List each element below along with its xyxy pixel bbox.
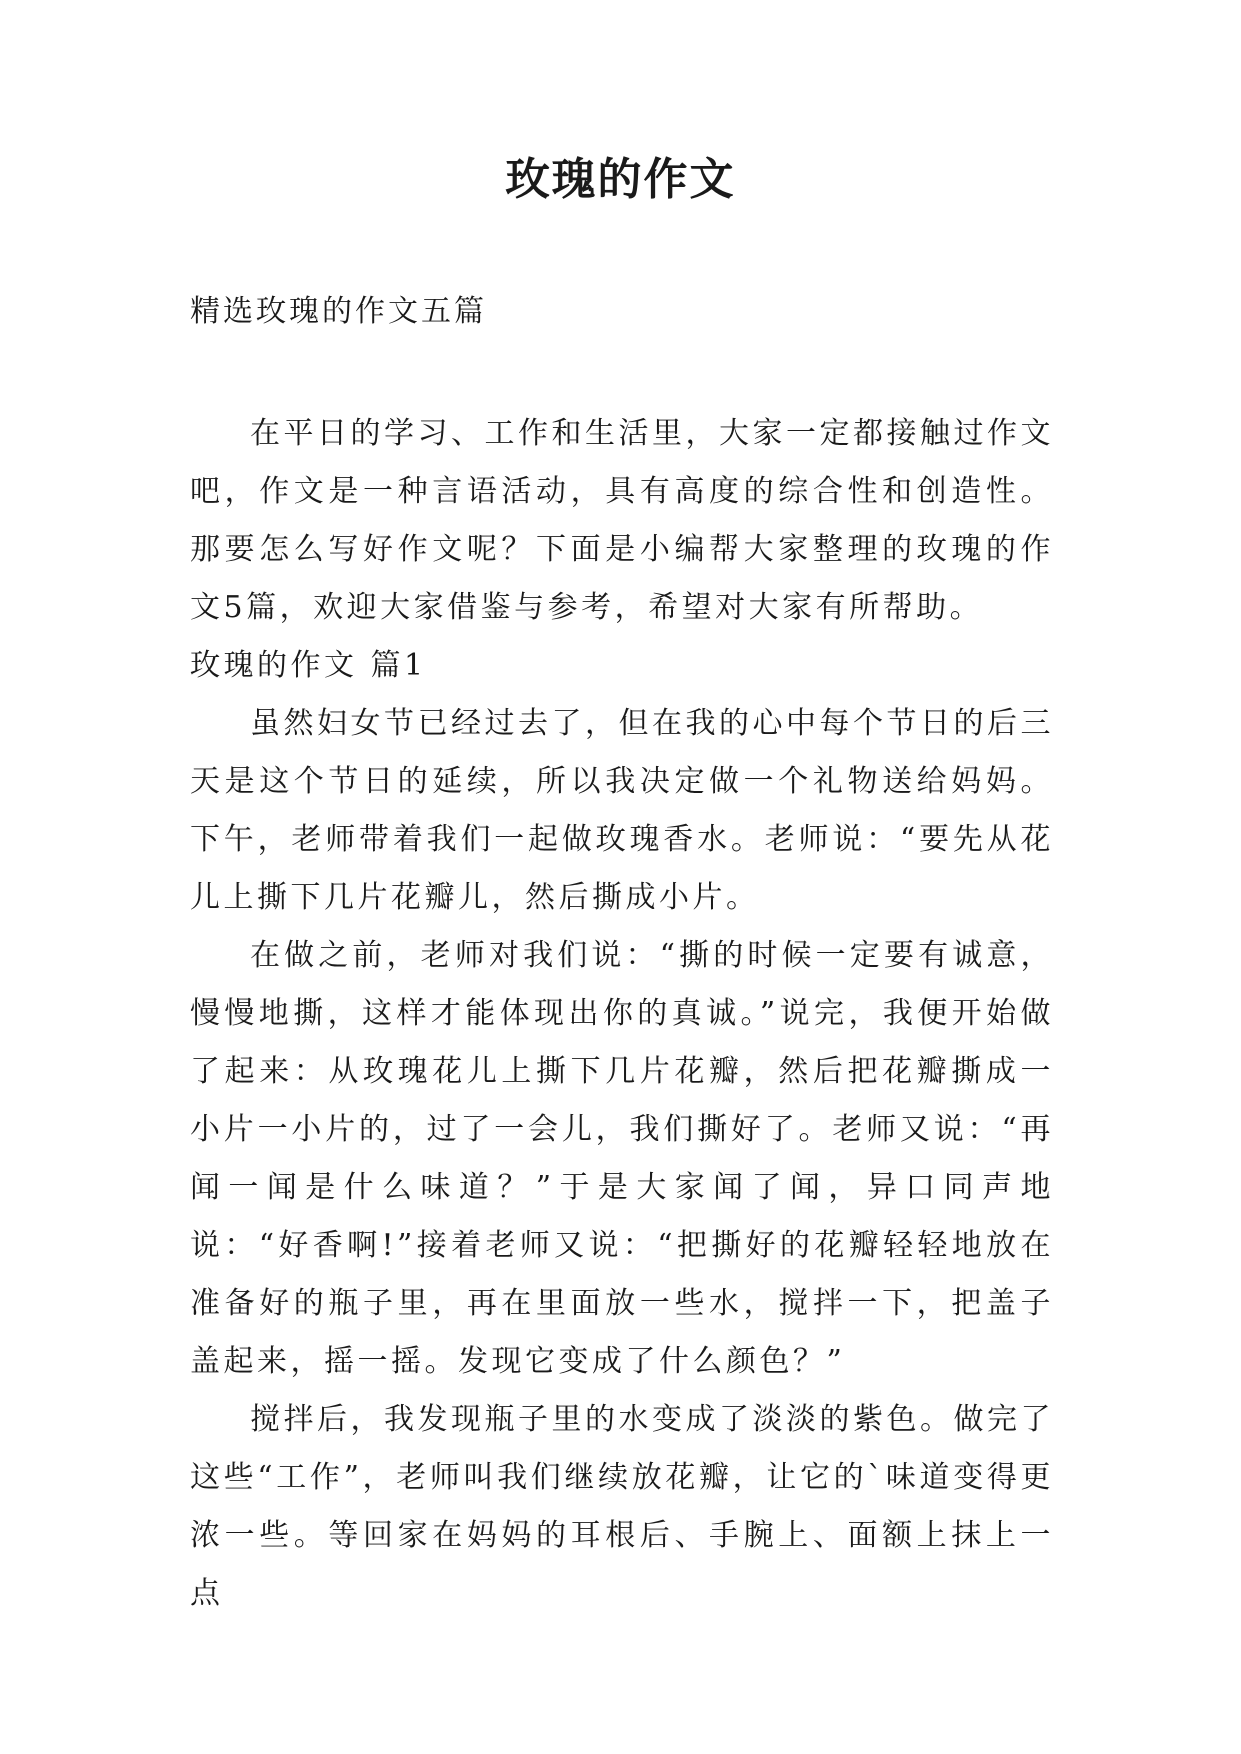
body-paragraph: 在做之前，老师对我们说：“撕的时候一定要有诚意，慢慢地撕，这样才能体现出你的真诚。”说完，我便开始做了起来：从玫瑰花儿上撕下几片花瓣，然后把花瓣撕成一小片一小片的，过了一会儿，我们撕好了。老师又说：“再闻一闻是什么味道？”于是大家闻了闻，异口同声地说：“好香啊!”接着老师又说：“把撕好的花瓣轻轻地放在准备好的瓶子里，再在里面放一些水，搅拌一下，把盖子盖起来，摇一摇。发现它变成了什么颜色？”: [190, 938, 1054, 1379]
body-paragraph: 搅拌后，我发现瓶子里的水变成了淡淡的紫色。做完了这些“工作”，老师叫我们继续放花瓣，让它的`味道变得更浓一些。等回家在妈妈的耳根后、手腕上、面额上抹上一点: [190, 1402, 1054, 1611]
section-heading: 玫瑰的作文 篇1: [190, 648, 427, 683]
document-title: 玫瑰的作文: [505, 154, 736, 205]
document-body: [190, 405, 1054, 1623]
intro-paragraph: 在平日的学习、工作和生活里，大家一定都接触过作文吧，作文是一种言语活动，具有高度的综合性和创造性。那要怎么写好作文呢？下面是小编帮大家整理的玫瑰的作文5篇，欢迎大家借鉴与参考，希望对大家有所帮助。: [190, 416, 1054, 625]
document-subtitle: 精选玫瑰的作文五篇: [190, 294, 487, 329]
body-paragraph: 虽然妇女节已经过去了，但在我的心中每个节日的后三天是这个节日的延续，所以我决定做一个礼物送给妈妈。下午，老师带着我们一起做玫瑰香水。老师说：“要先从花儿上撕下几片花瓣儿，然后撕成小片。: [190, 706, 1054, 915]
